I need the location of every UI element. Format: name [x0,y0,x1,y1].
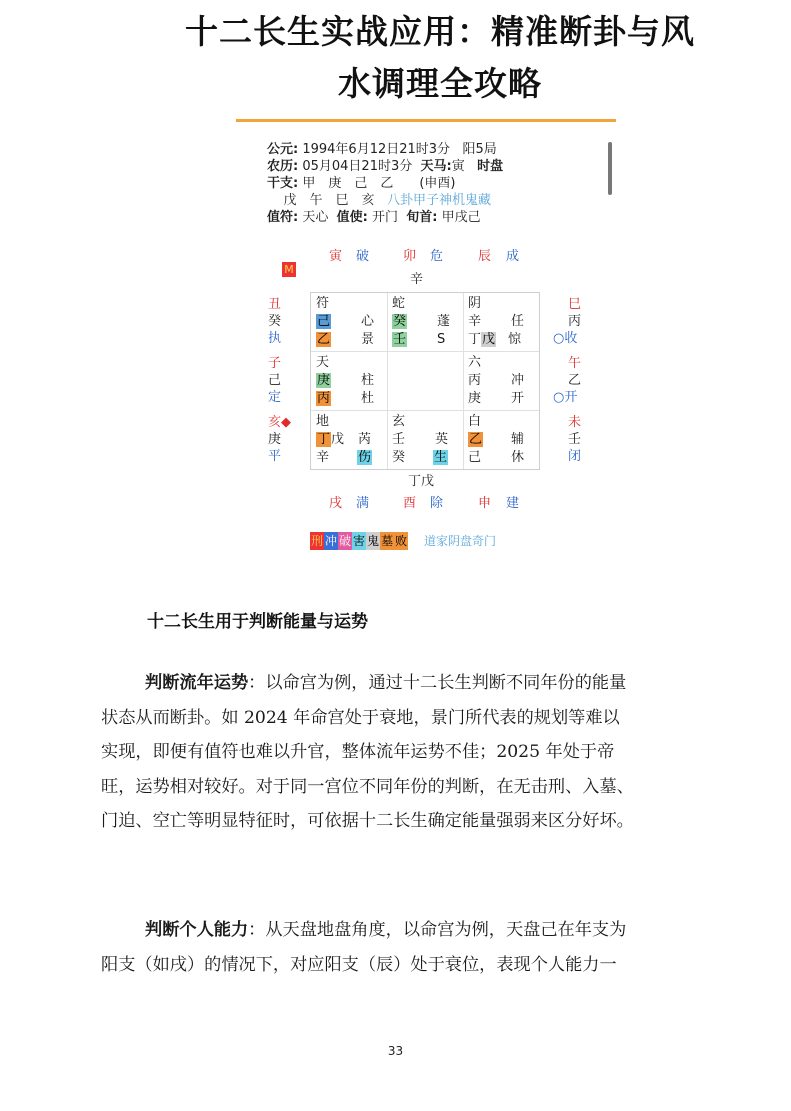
xunshou-value: 甲戌己 [441,210,481,225]
legend-hai: 害 [353,534,366,548]
palace-2-2-earth-stem: 己 [468,450,482,465]
left-2-stem: 庚 [268,432,282,447]
legend-bai: 败 [395,534,408,548]
palace-0-0 [316,295,374,349]
title-line-2: 水调理全攻略 [338,64,542,103]
palace-2-0-god: 地 [316,414,330,429]
paragraph-liunian-line-1: ：以命宫为例，通过十二长生判断不同年份的能量 [248,673,627,693]
top-center-label: 辛 [410,272,424,287]
top-label-mao: 卯 [403,249,417,264]
legend-mu: 墓 [381,534,394,548]
palace-2-2-sky-stem: 乙 [469,432,483,447]
palace-1-2-god: 六 [468,355,482,370]
palace-2-0-hidden-stem: 戊 [331,432,345,447]
bagua-note: 八卦甲子神机鬼藏 [386,193,491,208]
palace-2-2-door: 休 [511,450,525,465]
palace-2-2 [468,413,524,467]
palace-0-1-god: 蛇 [392,296,406,311]
palace-0-1 [392,295,450,349]
ju-value: 阳5局 [462,142,497,157]
palace-0-2-door: 惊 [508,332,522,347]
legend-xing: 刑 [311,534,324,548]
palace-2-1-sky-stem: 壬 [392,432,406,447]
chart-legend [310,532,496,550]
ganzhi-row1: 甲 庚 己 乙 (申酉) [302,176,456,191]
paragraph-nengli-lead: 判断个人能力 [145,920,249,940]
bottom-center-label: 丁戊 [408,474,435,489]
paragraph-liunian-line-2: 状态从而断卦。如 2024 年命宫处于衰地，景门所代表的规划等难以 [101,707,620,728]
top-label-po: 破 [356,249,370,264]
palace-2-1-earth-stem: 癸 [392,450,406,465]
paragraph-liunian-lead: 判断流年运势 [145,673,249,693]
palace-2-0-earth-stem: 辛 [316,450,330,465]
palace-2-0-door: 伤 [358,450,372,465]
palace-0-0-sky-stem: 己 [317,314,331,329]
palace-2-0-star: 芮 [358,432,372,447]
palace-1-0-sky-stem: 庚 [317,373,331,388]
palace-0-2-god: 阴 [468,296,482,311]
right-0-branch: 巳 [568,297,582,312]
palace-0-1-sky-stem: 癸 [393,314,407,329]
palace-0-2-sky-stem: 辛 [468,314,482,329]
zhifu-value: 天心 [302,210,329,225]
gongyuan-value: 1994年6月12日21时3分 [302,142,451,157]
left-1-state: 定 [268,390,282,405]
bottom-label-you: 酉 [403,496,417,511]
palace-1-2-star: 冲 [511,373,525,388]
right-2-branch: 未 [568,415,582,430]
left-2-branch: 亥◆ [268,415,291,430]
palace-1-0-door: 杜 [361,391,375,406]
paragraph-liunian-line-3: 实现，即便有值符也难以升官，整体流年运势不佳；2025 年处于帝 [101,742,615,762]
bottom-label-shen: 申 [478,496,492,511]
top-label-yin: 寅 [329,249,343,264]
right-2-state: 闭 [568,449,582,464]
right-1-stem: 乙 [568,373,582,388]
legend-gui: 鬼 [367,534,380,548]
top-label-chen: 辰 [478,249,492,264]
palace-1-2-sky-stem: 丙 [468,373,482,388]
palace-0-0-god: 符 [316,296,330,311]
bottom-label-xu: 戌 [329,496,343,511]
left-1-branch: 子 [268,356,282,371]
left-0-branch: 丑 [268,297,282,312]
palace-1-0-star: 柱 [361,373,375,388]
paragraph-nengli [101,913,714,982]
section-heading: 十二长生用于判断能量与运势 [147,612,368,632]
palace-1-2-earth-stem: 庚 [468,391,482,406]
title-line-1: 十二长生实战应用：精准断卦与风 [185,12,695,51]
zhishi-value: 开门 [371,210,398,225]
palace-0-0-door: 景 [361,332,375,347]
palace-2-1-door: 生 [434,450,448,465]
legend-chong: 冲 [325,534,338,548]
palace-2-2-star: 辅 [511,432,525,447]
legend-note: 道家阴盘奇门 [423,534,496,548]
right-0-stem: 丙 [568,314,582,329]
xunshou-label: 旬首: [406,210,438,225]
palace-2-1 [392,413,448,467]
tianma-label: 天马: [420,159,452,174]
bottom-label-chu: 除 [430,496,444,511]
palace-2-0-sky-stem: 丁 [317,432,331,447]
paragraph-nengli-line-2: 阳支（如戌）的情况下，对应阳支（辰）处于衰位，表现个人能力一 [101,954,617,975]
left-0-stem: 癸 [268,314,282,329]
palace-0-2-star: 任 [511,314,525,329]
palace-0-2-earth-stem: 丁 [468,332,482,347]
gongyuan-label: 公元: [267,142,299,157]
paragraph-liunian-line-5: 门迫、空亡等明显特征时，可依据十二长生确定能量强弱来区分好坏。 [101,811,634,831]
paragraph-liunian-line-4: 旺，运势相对较好。对于同一宫位不同年份的判断，在无击刑、入墓、 [101,776,634,797]
legend-po: 破 [339,534,352,548]
palace-2-1-god: 玄 [392,414,406,429]
palace-grid [310,292,540,470]
left-0-state: 执 [268,331,282,346]
palace-0-1-door: S [437,332,446,347]
top-label-cheng: 成 [506,249,520,264]
bottom-label-man: 满 [356,496,370,511]
palace-0-2 [468,295,524,349]
ganzhi-label: 干支: [267,176,299,191]
zhifu-label: 值符: [267,210,299,225]
palace-0-0-earth-stem: 乙 [317,332,331,347]
left-2-state: 平 [268,449,282,464]
left-1-stem: 己 [268,373,282,388]
right-2-stem: 壬 [568,432,582,447]
right-0-state: ○收 [553,331,578,346]
zhishi-label: 值使: [336,210,368,225]
top-label-wei: 危 [430,249,444,264]
palace-2-2-god: 白 [468,414,482,429]
palace-0-2-hidden-stem: 戊 [482,332,496,347]
paragraph-liunian [101,666,714,839]
right-1-state: ○开 [553,390,578,405]
ganzhi-row2: 戊 午 巳 亥 [283,193,375,208]
palace-1-0-earth-stem: 丙 [317,391,331,406]
bottom-label-jian: 建 [506,496,520,511]
palace-0-0-star: 心 [361,314,375,329]
m-badge-icon: M [282,262,296,277]
palace-0-1-earth-stem: 壬 [393,332,407,347]
palace-1-2 [468,354,524,408]
page-number: 33 [387,1044,404,1058]
palace-2-1-star: 英 [435,432,449,447]
right-1-branch: 午 [568,356,582,371]
palace-1-0 [316,354,374,408]
palace-1-2-door: 开 [511,391,525,406]
palace-0-1-star: 蓬 [437,314,451,329]
palace-1-0-god: 天 [316,355,330,370]
nongli-value: 05月04日21时3分 [302,159,413,174]
shipan-label: 时盘 [477,159,504,174]
paragraph-nengli-line-1: ：从天盘地盘角度，以命宫为例，天盘己在年支为 [248,920,627,940]
nongli-label: 农历: [267,159,299,174]
tianma-value: 寅 [451,159,465,174]
palace-2-0 [316,413,372,467]
